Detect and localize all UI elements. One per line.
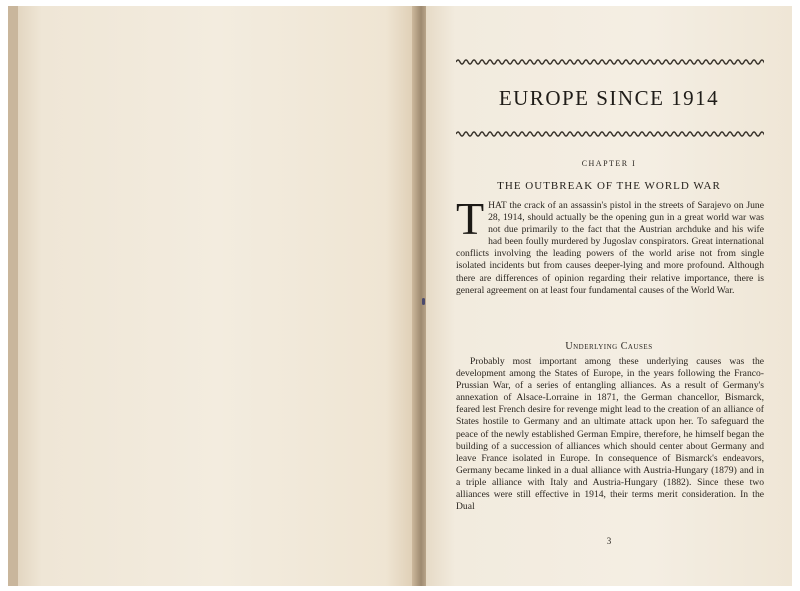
right-page xyxy=(426,6,792,586)
top-wave-ornament xyxy=(456,58,764,66)
ink-mark xyxy=(422,298,425,305)
bleed-through-mark xyxy=(248,166,368,286)
left-page xyxy=(18,6,418,586)
chapter-title: THE OUTBREAK OF THE WORLD WAR xyxy=(497,180,721,192)
opening-paragraph xyxy=(456,193,764,297)
page-number: 3 xyxy=(606,536,612,546)
bottom-wave-ornament xyxy=(456,130,764,138)
section-heading: Underlying Causes xyxy=(565,341,653,352)
body-paragraph: Probably most important among these underlying causes was the development among the States of Europe, in the years following the Franco-Prussian War, of a series of entangling alliances. As a result of Germany's annexation of Alsace-Lorraine in 1871, the German chancellor, Bismarck, feared lest French desire for revenge might lead to the creation of an alliance of States hostile to Germany and an ultimate attack upon her. To safeguard the peace of the newly established German Empire, therefore, he himself began the building of a succession of alliances which should center about Germany and leave France isolated in Europe. In consequence of Bismarck's endeavors, Germany became linked in a dual alliance with Austria-Hungary (1879) and in a triple alliance with Italy and Austria-Hungary (1882). Since these two alliances were still effective in 1914, their terms merit consideration. In the Dual xyxy=(456,356,764,513)
chapter-number: CHAPTER I xyxy=(581,159,637,168)
book-title: EUROPE SINCE 1914 xyxy=(498,86,720,110)
drop-cap: T xyxy=(456,193,485,244)
opening-paragraph-text: HAT the crack of an assassin's pistol in the streets of Sarajevo on June 28, 1914, should actually be the opening gun in a great world war was not due primarily to the fact that the Austrian archduke and his wife had been foully murdered by Jugoslav conspirators. Great international conflicts involving the leading powers of the world arise not from single isolated incidents but from causes deeper-lying and more profound. Although there are differences of opinion regarding their relative importance, there is general agreement on at least four fundamental causes of the World War. xyxy=(456,200,764,296)
open-book xyxy=(8,6,792,586)
